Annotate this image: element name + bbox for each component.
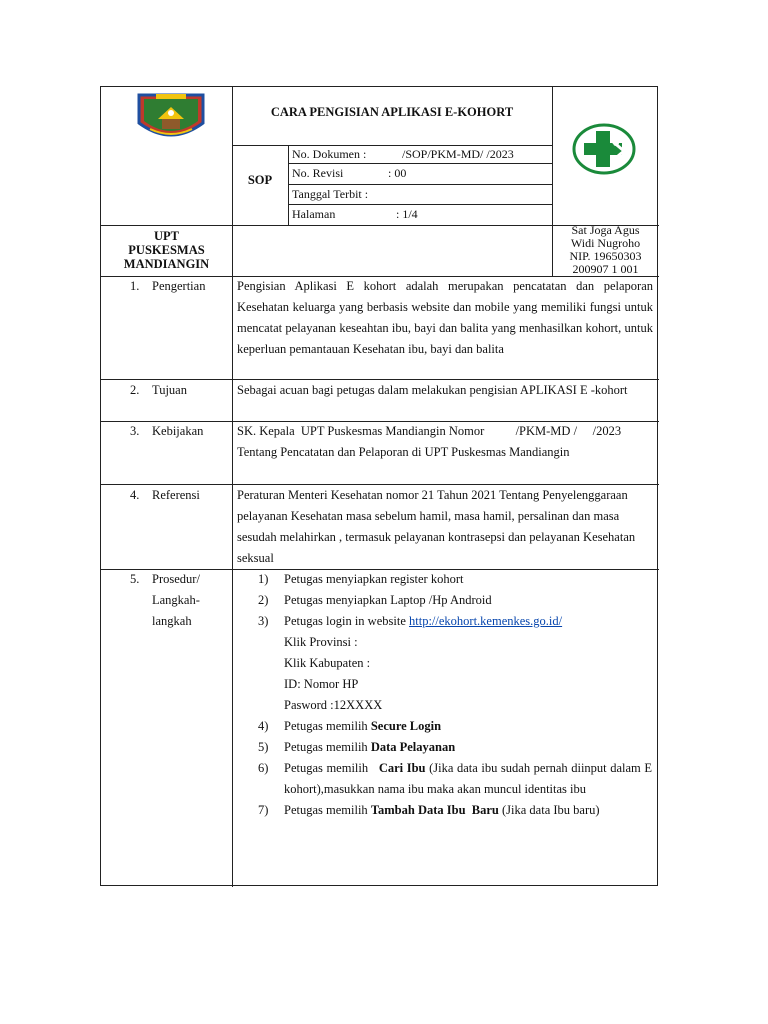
step-emphasis: Cari Ibu bbox=[378, 761, 426, 775]
unit-name-line: UPT bbox=[154, 229, 179, 243]
procedure-label-line: langkah bbox=[152, 614, 192, 628]
step-number: 2) bbox=[258, 593, 269, 607]
meta-doc-number-value: /SOP/PKM-MD/ /2023 bbox=[402, 147, 514, 161]
ekohort-website-link[interactable]: http://ekohort.kemenkes.go.id/ bbox=[409, 614, 563, 628]
login-detail-line: Klik Kabupaten : bbox=[284, 656, 371, 670]
step-text: Petugas memilih bbox=[284, 761, 379, 775]
step-number: 7) bbox=[258, 803, 269, 817]
section-reference-text: Peraturan Menteri Kesehatan nomor 21 Tahun 2021 Tentang Penyelenggaraan pelayanan Kesehatan masa sebelum hamil, masa hamil, persalinan dan masa sesudah melahirkan , termasuk pelayanan kontrasepsi dan pelayanan Kesehatan seksual bbox=[237, 488, 636, 565]
login-detail-line: ID: Nomor HP bbox=[284, 677, 359, 691]
procedure-label-line: Langkah- bbox=[152, 593, 200, 607]
procedure-label-line: Prosedur/ bbox=[152, 572, 200, 586]
procedure-step bbox=[232, 800, 652, 821]
procedure-step bbox=[232, 611, 652, 716]
step-text: Petugas memilih bbox=[284, 803, 371, 817]
section-policy-text: SK. Kepala UPT Puskesmas Mandiangin Nomor /PKM-MD / /2023 Tentang Pencatatan dan Pelaporan di UPT Puskesmas Mandiangin bbox=[237, 424, 625, 459]
section-definition-text: Pengisian Aplikasi E kohort adalah merupakan pencatatan dan pelaporan Kesehatan keluarga yang berbasis website dan mobile yang memiliki fungsi untuk mencatat pelayanan keseahtan ibu, bayi dan balita yang menhasilkan kohort, untuk keperluan pemantauan Kesehatan ibu, bayi dan balita bbox=[237, 279, 653, 356]
signer-block bbox=[552, 224, 659, 276]
signer-line: NIP. 19650303 bbox=[569, 249, 642, 263]
procedure-steps bbox=[232, 569, 652, 821]
signer-line: 200907 1 001 bbox=[572, 262, 639, 276]
section-number: 4. bbox=[130, 488, 140, 502]
document-title: CARA PENGISIAN APLIKASI E-KOHORT bbox=[270, 105, 514, 119]
step-text: Petugas memilih bbox=[284, 740, 371, 754]
section-number: 5. bbox=[130, 572, 140, 586]
procedure-step bbox=[232, 758, 652, 800]
unit-name-line: PUSKESMAS bbox=[128, 243, 205, 257]
procedure-step bbox=[232, 716, 652, 737]
step-text: Petugas login in website bbox=[284, 614, 409, 628]
step-emphasis: Secure Login bbox=[370, 719, 442, 733]
section-number: 3. bbox=[130, 424, 140, 438]
section-label bbox=[152, 569, 200, 632]
sop-label: SOP bbox=[247, 173, 273, 187]
step-number: 6) bbox=[258, 761, 269, 775]
sop-document bbox=[100, 86, 658, 886]
meta-page-value: : 1/4 bbox=[396, 207, 418, 221]
signer-line: Sat Joga Agus bbox=[571, 223, 640, 237]
step-emphasis: Data Pelayanan bbox=[370, 740, 456, 754]
meta-doc-number-label: No. Dokumen : bbox=[292, 147, 367, 161]
login-detail-line: Pasword :12XXXX bbox=[284, 698, 383, 712]
section-purpose-text: Sebagai acuan bagi petugas dalam melakukan pengisian APLIKASI E -kohort bbox=[237, 383, 628, 397]
login-detail-line: Klik Provinsi : bbox=[284, 635, 358, 649]
meta-issue-date-label: Tanggal Terbit : bbox=[292, 187, 369, 201]
step-text: Petugas menyiapkan Laptop /Hp Android bbox=[284, 593, 492, 607]
step-text: Petugas menyiapkan register kohort bbox=[284, 572, 464, 586]
step-text-tail: (Jika data Ibu baru) bbox=[498, 803, 600, 817]
procedure-step bbox=[232, 737, 652, 758]
section-label: Pengertian bbox=[152, 279, 206, 293]
section-number: 2. bbox=[130, 383, 140, 397]
step-number: 5) bbox=[258, 740, 269, 754]
step-text-tail: (Jika data ibu sudah pernah diinput dalam E kohort),masukkan nama ibu maka akan muncul identitas ibu bbox=[284, 761, 652, 796]
step-number: 1) bbox=[258, 572, 269, 586]
regional-crest-logo bbox=[136, 89, 206, 143]
health-ministry-logo bbox=[572, 123, 636, 175]
section-label: Referensi bbox=[152, 488, 200, 502]
unit-name-line: MANDIANGIN bbox=[123, 257, 210, 271]
meta-revision-value: : 00 bbox=[388, 166, 407, 180]
signer-line: Widi Nugroho bbox=[570, 236, 641, 250]
step-number: 3) bbox=[258, 614, 269, 628]
step-emphasis: Tambah Data Ibu Baru bbox=[370, 803, 499, 817]
section-number: 1. bbox=[130, 279, 140, 293]
meta-revision-label: No. Revisi bbox=[292, 166, 344, 180]
section-label: Kebijakan bbox=[152, 424, 204, 438]
procedure-step bbox=[232, 569, 652, 590]
section-label: Tujuan bbox=[152, 383, 187, 397]
step-text: Petugas memilih bbox=[284, 719, 371, 733]
step-number: 4) bbox=[258, 719, 269, 733]
meta-page-label: Halaman bbox=[292, 207, 336, 221]
procedure-step bbox=[232, 590, 652, 611]
unit-name bbox=[101, 229, 232, 271]
